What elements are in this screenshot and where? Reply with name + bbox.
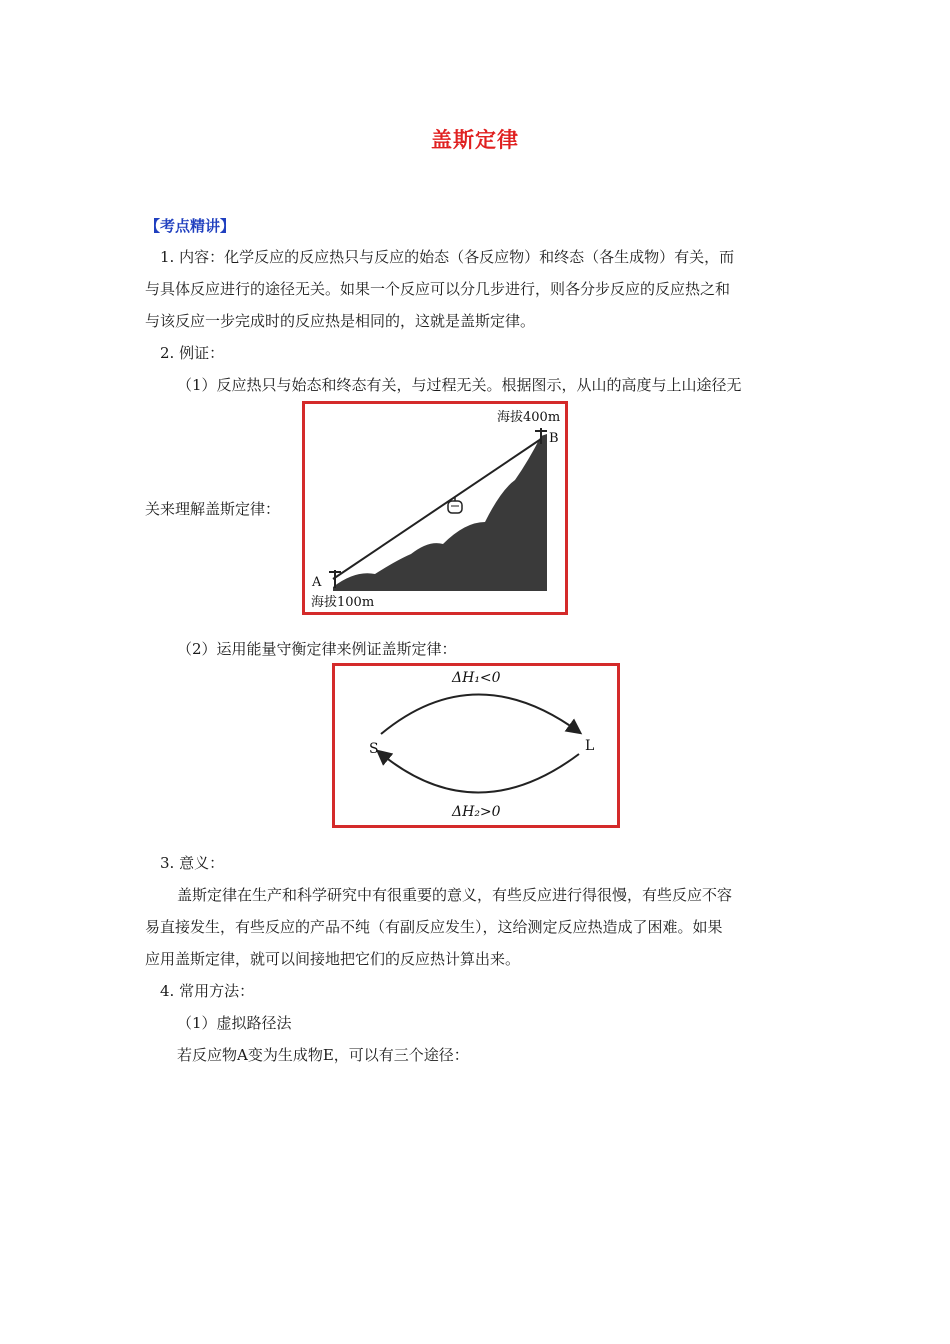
forward-arrow bbox=[381, 694, 579, 734]
item3-line2: 易直接发生，有些反应的产品不纯（有副反应发生），这给测定反应热造成了困难。如果 bbox=[145, 918, 723, 936]
section-heading: 【考点精讲】 bbox=[145, 217, 236, 235]
item1-line1: 1. 内容：化学反应的反应热只与反应的始态（各反应物）和终态（各生成物）有关，而 bbox=[160, 248, 735, 266]
item2-sub2: （2）运用能量守衡定律来例证盖斯定律： bbox=[177, 640, 457, 658]
item2-sub1-line1: （1）反应热只与始态和终态有关，与过程无关。根据图示，从山的高度与上山途径无 bbox=[177, 376, 742, 394]
dh1-label: ΔH₁<0 bbox=[452, 670, 501, 686]
dh2-label: ΔH₂>0 bbox=[452, 804, 501, 820]
energy-cycle-figure bbox=[332, 663, 620, 828]
state-l-label: L bbox=[585, 738, 595, 754]
item3-heading: 3. 意义： bbox=[160, 854, 225, 872]
reverse-arrow bbox=[379, 752, 579, 793]
item3-line3: 应用盖斯定律，就可以间接地把它们的反应热计算出来。 bbox=[145, 950, 521, 968]
mountain-figure bbox=[302, 401, 568, 615]
item2-heading: 2. 例证： bbox=[160, 344, 225, 362]
item3-line1: 盖斯定律在生产和科学研究中有很重要的意义，有些反应进行得很慢，有些反应不容 bbox=[177, 886, 733, 904]
item4-sub1: （1）虚拟路径法 bbox=[177, 1014, 292, 1032]
state-s-label: S bbox=[369, 741, 379, 757]
label-point-b: B bbox=[549, 431, 559, 446]
item2-sub1-line2: 关来理解盖斯定律： bbox=[145, 500, 281, 518]
label-point-a: A bbox=[312, 575, 322, 590]
item1-line2: 与具体反应进行的途径无关。如果一个反应可以分几步进行，则各分步反应的反应热之和 bbox=[145, 280, 731, 298]
label-altitude-top: 海拔400m bbox=[497, 410, 561, 425]
item4-sub1-text: 若反应物A变为生成物E，可以有三个途径： bbox=[177, 1046, 469, 1064]
item1-line3: 与该反应一步完成时的反应热是相同的，这就是盖斯定律。 bbox=[145, 312, 536, 330]
item4-heading: 4. 常用方法： bbox=[160, 982, 255, 1000]
page-title: 盖斯定律 bbox=[431, 128, 519, 152]
label-altitude-bottom: 海拔100m bbox=[311, 595, 375, 610]
